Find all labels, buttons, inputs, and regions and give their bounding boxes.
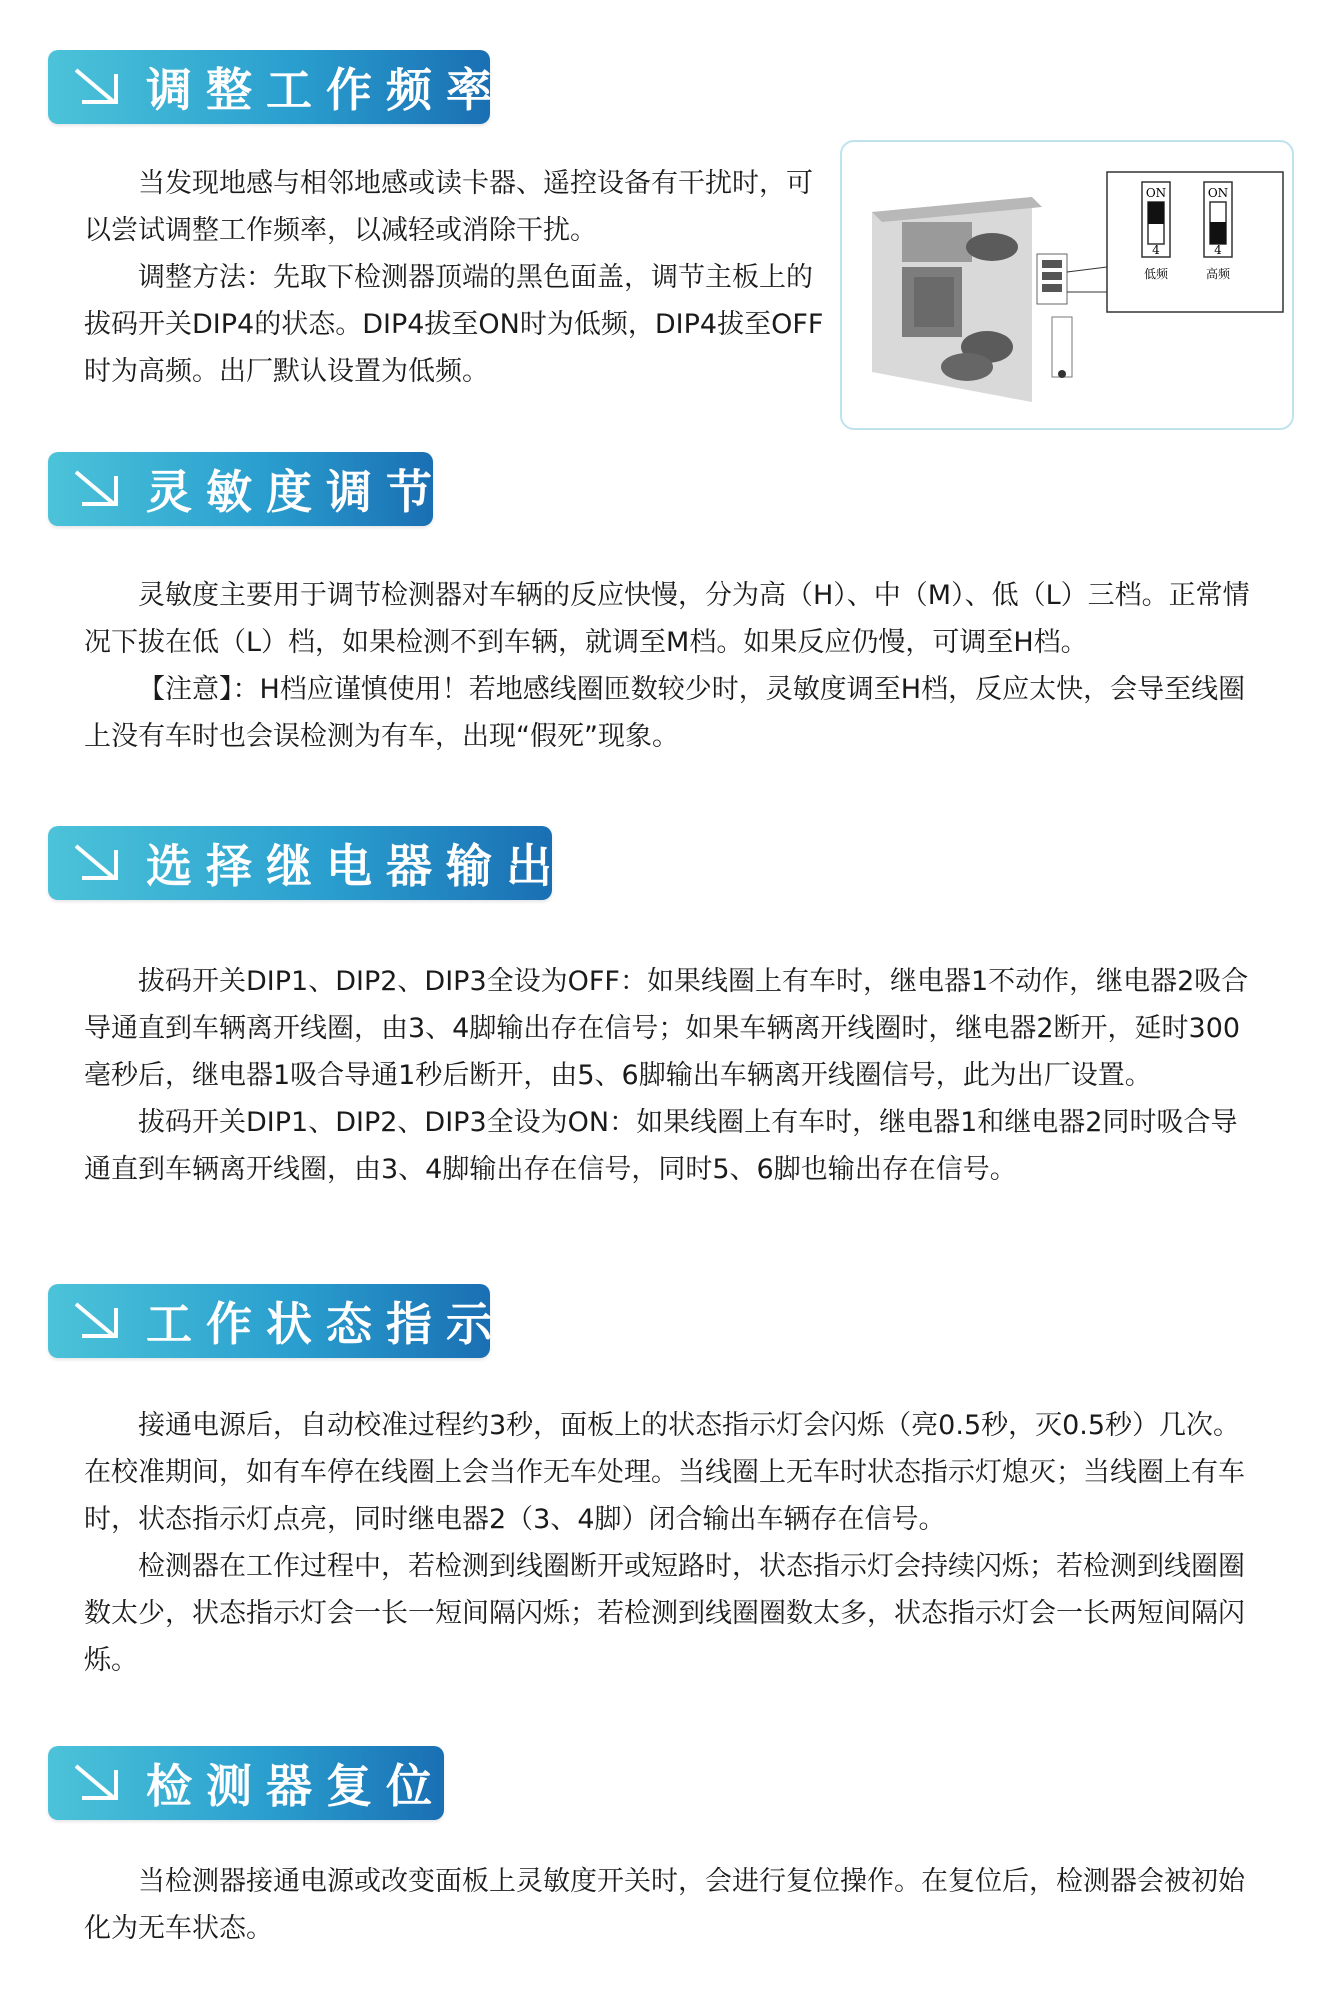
paragraph: 当检测器接通电源或改变面板上灵敏度开关时，会进行复位操作。在复位后，检测器会被初始化为无车状态。 — [84, 1866, 1245, 1944]
arrow-down-right-icon — [68, 466, 128, 512]
paragraph: 拔码开关DIP1、DIP2、DIP3全设为ON：如果线圈上有车时，继电器1和继电器2同时吸合导通直到车辆离开线圈，由3、4脚输出存在信号，同时5、6脚也输出存在信号。 — [84, 1107, 1238, 1185]
paragraph: 接通电源后，自动校准过程约3秒，面板上的状态指示灯会闪烁（亮0.5秒，灭0.5秒）几次。在校准期间，如有车停在线圈上会当作无车处理。当线圈上无车时状态指示灯熄灭；当线圈上有车时，状态指示灯点亮，同时继电器2（3、4脚）闭合输出车辆存在信号。 — [84, 1410, 1245, 1535]
paragraph: 灵敏度主要用于调节检测器对车辆的反应快慢，分为高（H）、中（M）、低（L）三档。正常情况下拔在低（L）档，如果检测不到车辆，就调至M档。如果反应仍慢，可调至H档。 — [84, 580, 1250, 658]
paragraph: 调整方法：先取下检测器顶端的黑色面盖，调节主板上的拔码开关DIP4的状态。DIP4拔至ON时为低频，DIP4拔至OFF时为高频。出厂默认设置为低频。 — [84, 262, 824, 387]
arrow-down-right-icon — [68, 64, 128, 110]
arrow-down-right-icon — [68, 1760, 128, 1806]
section-body-detector-reset — [84, 1858, 1262, 1952]
section-title-label: 调整工作频率 — [146, 63, 506, 117]
paragraph: 当发现地感与相邻地感或读卡器、遥控设备有干扰时，可以尝试调整工作频率，以减轻或消除干扰。 — [84, 168, 813, 246]
section-body-relay-output — [84, 958, 1262, 1193]
dip-switch-figure — [840, 140, 1294, 430]
paragraph: 拔码开关DIP1、DIP2、DIP3全设为OFF：如果线圈上有车时，继电器1不动作，继电器2吸合导通直到车辆离开线圈，由3、4脚输出存在信号；如果车辆离开线圈时，继电器2断开，延时300毫秒后，继电器1吸合导通1秒后断开，由5、6脚输出车辆离开线圈信号，此为出厂设置。 — [84, 966, 1249, 1091]
section-body-frequency — [84, 160, 824, 395]
section-title-sensitivity — [48, 452, 446, 526]
high-frequency-label: 高频 — [1205, 267, 1231, 281]
low-frequency-label: 低频 — [1143, 267, 1169, 281]
section-title-label: 选择继电器输出 — [146, 839, 566, 893]
switch-number: 4 — [1214, 243, 1222, 257]
switch-number: 4 — [1152, 243, 1160, 257]
section-title-status-indicator — [48, 1284, 506, 1358]
section-title-frequency — [48, 50, 506, 124]
arrow-down-right-icon — [68, 1298, 128, 1344]
switch-on-label: ON — [1145, 186, 1167, 200]
section-title-detector-reset — [48, 1746, 444, 1820]
section-title-relay-output — [48, 826, 566, 900]
section-title-label: 工作状态指示 — [146, 1297, 506, 1351]
paragraph: 【注意】：H档应谨慎使用！若地感线圈匝数较少时，灵敏度调至H档，反应太快，会导至线圈上没有车时也会误检测为有车，出现“假死”现象。 — [84, 674, 1246, 752]
section-body-status-indicator — [84, 1402, 1262, 1684]
arrow-down-right-icon — [68, 840, 128, 886]
switch-on-label: ON — [1207, 186, 1229, 200]
section-title-label: 灵敏度调节 — [146, 465, 446, 519]
paragraph: 检测器在工作过程中，若检测到线圈断开或短路时，状态指示灯会持续闪烁；若检测到线圈圈数太少，状态指示灯会一长一短间隔闪烁；若检测到线圈圈数太多，状态指示灯会一长两短间隔闪烁。 — [84, 1551, 1245, 1676]
section-title-label: 检测器复位 — [146, 1759, 446, 1813]
section-body-sensitivity — [84, 572, 1262, 760]
detector-board-illustration — [842, 142, 1292, 428]
